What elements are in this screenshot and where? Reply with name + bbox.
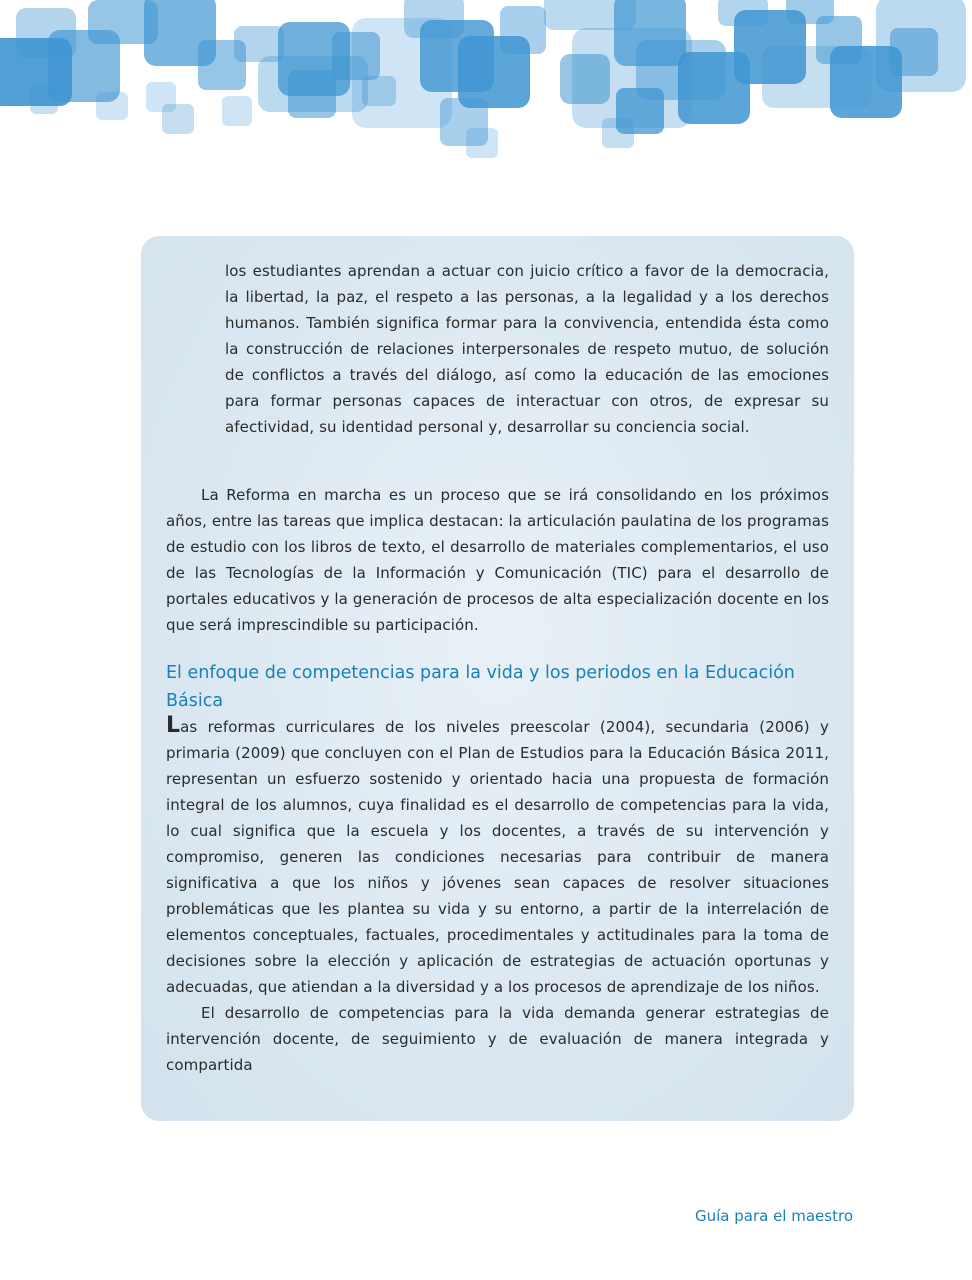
drop-cap: L xyxy=(166,713,181,738)
quote-paragraph: los estudiantes aprendan a actuar con juicio crítico a favor de la democracia, la libertad, la paz, el respeto a las personas, a la legalidad y a los derechos humanos. También significa formar para la convivencia, entendida ésta como la construcción de relaciones interpersonales de respeto mutuo, de solución de conflictos a través del diálogo, así como la educación de las emociones para formar personas capaces de interactuar con otros, de expresar su afectividad, su identidad personal y, desarrollar su conciencia social. xyxy=(225,262,829,436)
body-paragraph-desarrollo: El desarrollo de competencias para la vida demanda generar estrategias de intervención docente, de seguimiento y de evaluación de manera integrada y compartida xyxy=(166,1004,829,1074)
paragraph-text: as reformas curriculares de los niveles preescolar (2004), secundaria (2006) y primaria (2009) que concluyen con el Plan de Estudios para la Educación Básica 2011, representan un esfuerzo sostenido y orientado hacia una propuesta de formación integral de los alumnos, cuya finalidad es el desarrollo de competencias para la vida, lo cual significa que la escuela y los docentes, a través de su intervención y compromiso, generen las condiciones necesarias para contribuir de manera significativa a que los niños y jóvenes sean capaces de resolver situaciones problemáticas que les plantea su vida y su entorno, a partir de la interrelación de elementos conceptuales, factuales, procedimentales y actitudinales para la toma de decisiones sobre la elección y aplicación de estrategias de actuación oportunas y adecuadas, que atiendan a la diversidad y a los procesos de aprendizaje de los niños. xyxy=(166,718,829,996)
footer-label: Guía para el maestro xyxy=(694,1207,853,1225)
body-paragraph-reforma: La Reforma en marcha es un proceso que se irá consolidando en los próximos años, entre las tareas que implica destacan: la articulación paulatina de los programas de estudio con los libros de texto, el desarrollo de materiales complementarios, el uso de las Tecnologías de la Información y Comunicación (TIC) para el desarrollo de portales educativos y la generación de procesos de alta especialización docente en los que será imprescindible su participación. xyxy=(166,486,829,634)
body-paragraph-reformas-curriculares xyxy=(166,714,829,1000)
header-decoration-squares xyxy=(0,0,972,170)
content-panel xyxy=(141,236,854,1121)
section-heading: El enfoque de competencias para la vida y los periodos en la Educación Básica xyxy=(166,663,795,711)
